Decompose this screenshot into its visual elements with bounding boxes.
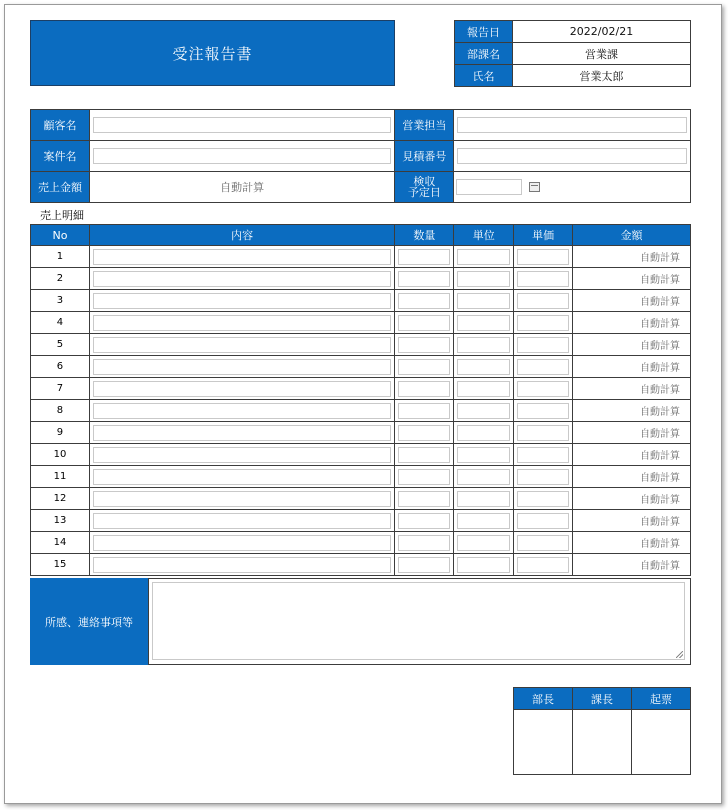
sales-rep-label: 営業担当 — [395, 110, 454, 141]
project-name-cell — [89, 141, 394, 172]
row-unit-cell — [454, 312, 514, 334]
row-unit-price-cell — [514, 532, 573, 554]
row-amount: 自動計算 — [573, 312, 691, 334]
row-quantity-input[interactable] — [398, 469, 450, 485]
row-unit-price-input[interactable] — [517, 249, 569, 265]
row-unit-price-cell — [514, 444, 573, 466]
row-content-cell — [89, 312, 394, 334]
row-amount: 自動計算 — [573, 268, 691, 290]
row-unit-cell — [454, 356, 514, 378]
row-amount: 自動計算 — [573, 378, 691, 400]
row-unit-price-cell — [514, 334, 573, 356]
row-quantity-cell — [395, 422, 454, 444]
table-row — [31, 488, 691, 510]
approval-table — [513, 687, 691, 775]
row-unit-input[interactable] — [457, 249, 510, 265]
row-content-input[interactable] — [93, 271, 391, 287]
row-unit-price-cell — [514, 510, 573, 532]
sales-amount-value: 自動計算 — [89, 172, 394, 203]
row-unit-price-cell — [514, 400, 573, 422]
department-value: 営業課 — [513, 43, 691, 65]
row-content-cell — [89, 510, 394, 532]
row-quantity-input[interactable] — [398, 337, 450, 353]
column-header-unit: 単位 — [454, 225, 514, 246]
row-content-cell — [89, 378, 394, 400]
approval-section-chief-stamp-area — [573, 710, 632, 775]
row-quantity-input[interactable] — [398, 315, 450, 331]
row-number: 13 — [31, 510, 90, 532]
column-header-no: No — [31, 225, 90, 246]
row-content-cell — [89, 268, 394, 290]
column-header-quantity: 数量 — [395, 225, 454, 246]
collection-date-cell — [454, 172, 691, 203]
row-quantity-input[interactable] — [398, 491, 450, 507]
row-content-input[interactable] — [93, 381, 391, 397]
approval-manager-header: 部長 — [514, 688, 573, 710]
row-content-cell — [89, 422, 394, 444]
calendar-icon[interactable] — [529, 182, 540, 192]
row-quantity-input[interactable] — [398, 271, 450, 287]
resize-grip-icon[interactable] — [676, 651, 683, 658]
table-row — [31, 444, 691, 466]
row-content-input[interactable] — [93, 557, 391, 573]
row-unit-cell — [454, 246, 514, 268]
customer-name-label: 顧客名 — [31, 110, 90, 141]
row-content-cell — [89, 400, 394, 422]
row-quantity-input[interactable] — [398, 447, 450, 463]
report-meta-table — [454, 20, 691, 87]
row-number: 11 — [31, 466, 90, 488]
row-quantity-cell — [395, 466, 454, 488]
row-unit-input[interactable] — [457, 425, 510, 441]
row-number: 8 — [31, 400, 90, 422]
row-content-cell — [89, 488, 394, 510]
form-title-text: 受注報告書 — [172, 44, 253, 63]
row-amount: 自動計算 — [573, 290, 691, 312]
row-content-cell — [89, 356, 394, 378]
row-content-input[interactable] — [93, 249, 391, 265]
sales-details-table — [30, 224, 691, 576]
row-quantity-input[interactable] — [398, 293, 450, 309]
row-amount: 自動計算 — [573, 444, 691, 466]
row-unit-cell — [454, 554, 514, 576]
row-amount: 自動計算 — [573, 488, 691, 510]
row-unit-cell — [454, 422, 514, 444]
row-content-input[interactable] — [93, 293, 391, 309]
approval-drafter-header: 起票 — [632, 688, 691, 710]
row-unit-price-cell — [514, 488, 573, 510]
row-unit-input[interactable] — [457, 293, 510, 309]
row-content-cell — [89, 466, 394, 488]
row-unit-price-cell — [514, 312, 573, 334]
approval-manager-stamp-area — [514, 710, 573, 775]
row-number: 2 — [31, 268, 90, 290]
collection-date-label-line2: 予定日 — [407, 186, 441, 199]
estimate-number-input[interactable] — [457, 148, 687, 164]
row-unit-input[interactable] — [457, 315, 510, 331]
row-quantity-cell — [395, 378, 454, 400]
row-number: 15 — [31, 554, 90, 576]
table-row — [31, 532, 691, 554]
table-row — [31, 334, 691, 356]
row-quantity-cell — [395, 488, 454, 510]
row-amount: 自動計算 — [573, 246, 691, 268]
row-quantity-input[interactable] — [398, 249, 450, 265]
row-quantity-cell — [395, 246, 454, 268]
notes-label — [30, 578, 148, 665]
approval-section-chief-header: 課長 — [573, 688, 632, 710]
row-content-input[interactable] — [93, 425, 391, 441]
row-quantity-input[interactable] — [398, 535, 450, 551]
row-unit-input[interactable] — [457, 271, 510, 287]
row-unit-price-input[interactable] — [517, 359, 569, 375]
project-name-label: 案件名 — [31, 141, 90, 172]
customer-name-input[interactable] — [93, 117, 391, 133]
row-quantity-cell — [395, 334, 454, 356]
collection-date-label-line1: 検収 — [413, 175, 436, 188]
sales-rep-cell — [454, 110, 691, 141]
approval-drafter-stamp-area — [632, 710, 691, 775]
estimate-number-label: 見積番号 — [395, 141, 454, 172]
table-row — [31, 466, 691, 488]
table-row — [31, 290, 691, 312]
row-quantity-cell — [395, 554, 454, 576]
row-unit-price-input[interactable] — [517, 293, 569, 309]
row-unit-cell — [454, 532, 514, 554]
row-content-input[interactable] — [93, 403, 391, 419]
row-unit-price-input[interactable] — [517, 381, 569, 397]
row-content-cell — [89, 290, 394, 312]
row-unit-cell — [454, 488, 514, 510]
report-date-label: 報告日 — [455, 21, 513, 43]
row-content-cell — [89, 246, 394, 268]
row-number: 10 — [31, 444, 90, 466]
row-amount: 自動計算 — [573, 466, 691, 488]
table-row — [31, 312, 691, 334]
form-title — [30, 20, 395, 86]
row-number: 14 — [31, 532, 90, 554]
row-unit-price-input[interactable] — [517, 447, 569, 463]
row-unit-cell — [454, 334, 514, 356]
row-unit-input[interactable] — [457, 491, 510, 507]
reporter-name-label: 氏名 — [455, 65, 513, 87]
sales-details-title: 売上明細 — [40, 209, 84, 222]
estimate-number-cell — [454, 141, 691, 172]
customer-name-cell — [89, 110, 394, 141]
row-unit-price-input[interactable] — [517, 271, 569, 287]
row-number: 6 — [31, 356, 90, 378]
collection-date-input[interactable] — [456, 179, 522, 195]
row-number: 12 — [31, 488, 90, 510]
row-unit-price-cell — [514, 422, 573, 444]
row-number: 1 — [31, 246, 90, 268]
row-unit-price-cell — [514, 466, 573, 488]
row-unit-cell — [454, 510, 514, 532]
row-unit-price-input[interactable] — [517, 469, 569, 485]
row-quantity-cell — [395, 290, 454, 312]
row-unit-input[interactable] — [457, 513, 510, 529]
sales-details-rows — [31, 246, 691, 576]
row-unit-cell — [454, 378, 514, 400]
row-unit-price-input[interactable] — [517, 337, 569, 353]
row-content-cell — [89, 554, 394, 576]
table-row — [31, 246, 691, 268]
row-unit-price-input[interactable] — [517, 403, 569, 419]
row-content-input[interactable] — [93, 447, 391, 463]
row-number: 5 — [31, 334, 90, 356]
row-unit-price-input[interactable] — [517, 535, 569, 551]
row-content-cell — [89, 444, 394, 466]
row-unit-price-input[interactable] — [517, 491, 569, 507]
row-unit-price-cell — [514, 246, 573, 268]
project-name-input[interactable] — [93, 148, 391, 164]
row-amount: 自動計算 — [573, 554, 691, 576]
row-unit-input[interactable] — [457, 557, 510, 573]
row-quantity-cell — [395, 356, 454, 378]
row-unit-price-input[interactable] — [517, 425, 569, 441]
row-unit-price-input[interactable] — [517, 315, 569, 331]
row-unit-cell — [454, 268, 514, 290]
column-header-amount: 金額 — [573, 225, 691, 246]
row-amount: 自動計算 — [573, 356, 691, 378]
table-row — [31, 356, 691, 378]
table-row — [31, 400, 691, 422]
column-header-content: 内容 — [89, 225, 394, 246]
row-unit-price-cell — [514, 356, 573, 378]
row-unit-input[interactable] — [457, 359, 510, 375]
row-unit-price-cell — [514, 268, 573, 290]
row-unit-cell — [454, 466, 514, 488]
row-content-cell — [89, 532, 394, 554]
notes-box — [148, 578, 691, 665]
row-unit-price-cell — [514, 290, 573, 312]
row-content-input[interactable] — [93, 469, 391, 485]
row-content-input[interactable] — [93, 337, 391, 353]
column-header-unit-price: 単価 — [514, 225, 573, 246]
row-quantity-input[interactable] — [398, 359, 450, 375]
row-unit-input[interactable] — [457, 469, 510, 485]
row-amount: 自動計算 — [573, 334, 691, 356]
row-content-cell — [89, 334, 394, 356]
row-quantity-cell — [395, 312, 454, 334]
row-unit-price-cell — [514, 554, 573, 576]
row-quantity-cell — [395, 510, 454, 532]
row-number: 7 — [31, 378, 90, 400]
row-amount: 自動計算 — [573, 532, 691, 554]
row-unit-input[interactable] — [457, 381, 510, 397]
row-unit-price-input[interactable] — [517, 513, 569, 529]
sales-amount-label: 売上金額 — [31, 172, 90, 203]
department-label: 部課名 — [455, 43, 513, 65]
row-quantity-cell — [395, 532, 454, 554]
row-number: 4 — [31, 312, 90, 334]
row-number: 3 — [31, 290, 90, 312]
notes-textarea[interactable] — [152, 582, 685, 660]
table-row — [31, 378, 691, 400]
row-quantity-cell — [395, 268, 454, 290]
row-content-input[interactable] — [93, 513, 391, 529]
row-unit-price-cell — [514, 378, 573, 400]
row-quantity-input[interactable] — [398, 381, 450, 397]
sales-rep-input[interactable] — [457, 117, 687, 133]
row-unit-input[interactable] — [457, 535, 510, 551]
row-content-input[interactable] — [93, 359, 391, 375]
row-content-input[interactable] — [93, 315, 391, 331]
collection-date-label — [395, 172, 454, 203]
row-quantity-input[interactable] — [398, 513, 450, 529]
row-unit-cell — [454, 444, 514, 466]
row-content-input[interactable] — [93, 535, 391, 551]
row-amount: 自動計算 — [573, 400, 691, 422]
table-row — [31, 268, 691, 290]
row-unit-input[interactable] — [457, 403, 510, 419]
notes-label-text: 所感、連絡事項等 — [45, 615, 133, 629]
row-amount: 自動計算 — [573, 510, 691, 532]
row-amount: 自動計算 — [573, 422, 691, 444]
customer-info-table — [30, 109, 691, 203]
row-unit-input[interactable] — [457, 447, 510, 463]
reporter-name-value: 営業太郎 — [513, 65, 691, 87]
row-quantity-cell — [395, 400, 454, 422]
row-unit-price-input[interactable] — [517, 557, 569, 573]
row-unit-input[interactable] — [457, 337, 510, 353]
report-date-value: 2022/02/21 — [513, 21, 691, 43]
row-quantity-input[interactable] — [398, 425, 450, 441]
table-row — [31, 554, 691, 576]
row-quantity-input[interactable] — [398, 403, 450, 419]
row-quantity-cell — [395, 444, 454, 466]
table-row — [31, 422, 691, 444]
row-number: 9 — [31, 422, 90, 444]
row-unit-cell — [454, 290, 514, 312]
row-content-input[interactable] — [93, 491, 391, 507]
table-row — [31, 510, 691, 532]
row-unit-cell — [454, 400, 514, 422]
row-quantity-input[interactable] — [398, 557, 450, 573]
